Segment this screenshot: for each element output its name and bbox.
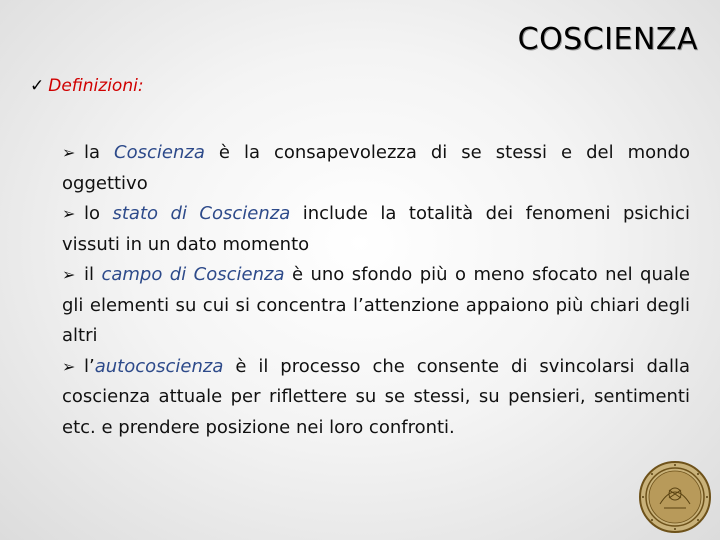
arrow-bullet-icon: ➢ bbox=[62, 356, 76, 376]
arrow-bullet-icon: ➢ bbox=[62, 204, 76, 223]
definition-term: campo di Coscienza bbox=[101, 264, 285, 285]
definitions-list bbox=[62, 138, 690, 443]
definition-item-stato: ➢ lo stato di Coscienza include la totalità dei fenomeni psichici vissuti in un dato momento bbox=[62, 199, 690, 260]
slide-title: COSCIENZA bbox=[517, 22, 698, 57]
section-heading-label: Definizioni: bbox=[48, 76, 144, 96]
definition-term: Coscienza bbox=[114, 142, 205, 163]
arrow-bullet-icon: ➢ bbox=[62, 143, 76, 162]
definition-term: stato di Coscienza bbox=[112, 203, 291, 224]
definition-term: autocoscienza bbox=[94, 355, 224, 377]
arrow-bullet-icon: ➢ bbox=[62, 265, 76, 284]
definition-item-campo: ➢ il campo di Coscienza è uno sfondo più o meno sfocato nel quale gli elementi su cui si concentra l’attenzione appaiono più chiari degli altri bbox=[62, 260, 690, 352]
section-heading bbox=[30, 76, 144, 96]
university-seal-icon bbox=[638, 460, 712, 534]
definition-item-coscienza: ➢ la Coscienza è la consapevolezza di se stessi e del mondo oggettivo bbox=[62, 138, 690, 199]
checkmark-icon: ✓ bbox=[30, 76, 45, 96]
definition-item-autocoscienza: ➢ l’autocoscienza è il processo che consente di svincolarsi dalla coscienza attuale per riflettere su se stessi, su pensieri, sentimenti etc. e prendere posizione nei loro confronti. bbox=[62, 352, 690, 444]
